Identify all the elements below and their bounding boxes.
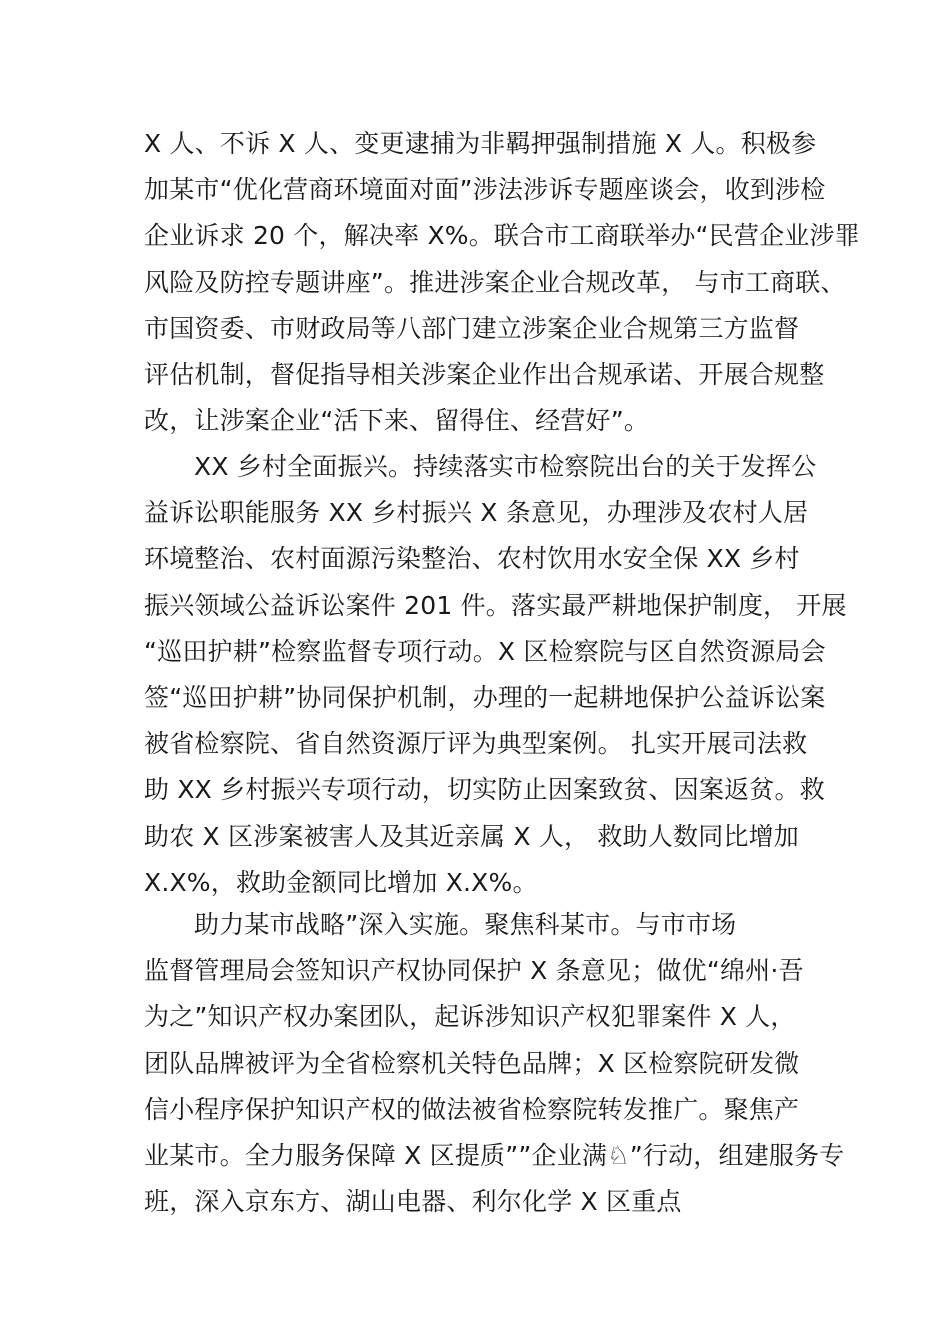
text-line: 业某市。全力服务保障 X 区提质””企业满♘”行动，组建服务专 (144, 1140, 845, 1170)
text-line: 企业诉求 20 个，解决率 X%。联合市工商联举办“民营企业涉罪 (144, 221, 860, 251)
text-line: 信小程序保护知识产权的做法被省检察院转发推广。聚焦产 (144, 1094, 800, 1124)
paragraph-city-strategy (144, 902, 845, 1225)
text-line: 助农 X 区涉案被害人及其近亲属 X 人， 救助人数同比增加 (144, 821, 799, 851)
text-line: 市国资委、市财政局等八部门建立涉案企业合规第三方监督 (144, 313, 800, 343)
text-line: 团队品牌被评为全省检察机关特色品牌；X 区检察院研发微 (144, 1048, 800, 1078)
text-line: X.X%，救助金额同比增加 X.X%。 (144, 867, 538, 897)
text-line-first: 助力某市战略”深入实施。聚焦科某市。与市市场 (194, 910, 737, 939)
text-line: X 人、不诉 X 人、变更逮捕为非羁押强制措施 X 人。积极参 (144, 129, 817, 158)
text-line: 签“巡田护耕”协同保护机制，办理的一起耕地保护公益诉讼案 (144, 682, 826, 712)
text-line: 评估机制，督促指导相关涉案企业作出合规承诺、开展合规整 (144, 359, 825, 389)
paragraph-enterprise-compliance (144, 121, 860, 444)
paragraph-rural-revitalization (144, 444, 847, 906)
text-line: 改，让涉案企业“活下来、留得住、经营好”。 (144, 406, 650, 436)
text-line: 益诉讼职能服务 XX 乡村振兴 X 条意见，办理涉及农村人居 (144, 498, 809, 528)
text-line: 被省检察院、省自然资源厅评为典型案例。 扎实开展司法救 (144, 729, 808, 759)
text-line: 班，深入京东方、湖山电器、利尔化学 X 区重点 (144, 1187, 682, 1217)
text-line: 加某市“优化营商环境面对面”涉法涉诉专题座谈会，收到涉检 (144, 175, 826, 205)
text-line-first: XX 乡村全面振兴。持续落实市检察院出台的关于发挥公 (194, 452, 817, 481)
text-line: 助 XX 乡村振兴专项行动，切实防止因案致贫、因案返贫。救 (144, 775, 825, 805)
text-line: 振兴领域公益诉讼案件 201 件。落实最严耕地保护制度， 开展 (144, 590, 847, 620)
text-line: 监督管理局会签知识产权协同保护 X 条意见；做优“绵州·吾 (144, 956, 804, 986)
text-line: 为之”知识产权办案团队，起诉涉知识产权犯罪案件 X 人， (144, 1002, 796, 1032)
text-line: “巡田护耕”检察监督专项行动。X 区检察院与区自然资源局会 (144, 636, 826, 666)
text-line: 环境整治、农村面源污染整治、农村饮用水安全保 XX 乡村 (144, 544, 800, 574)
text-line: 风险及防控专题讲座”。推进涉案企业合规改革， 与市工商联、 (144, 267, 846, 297)
